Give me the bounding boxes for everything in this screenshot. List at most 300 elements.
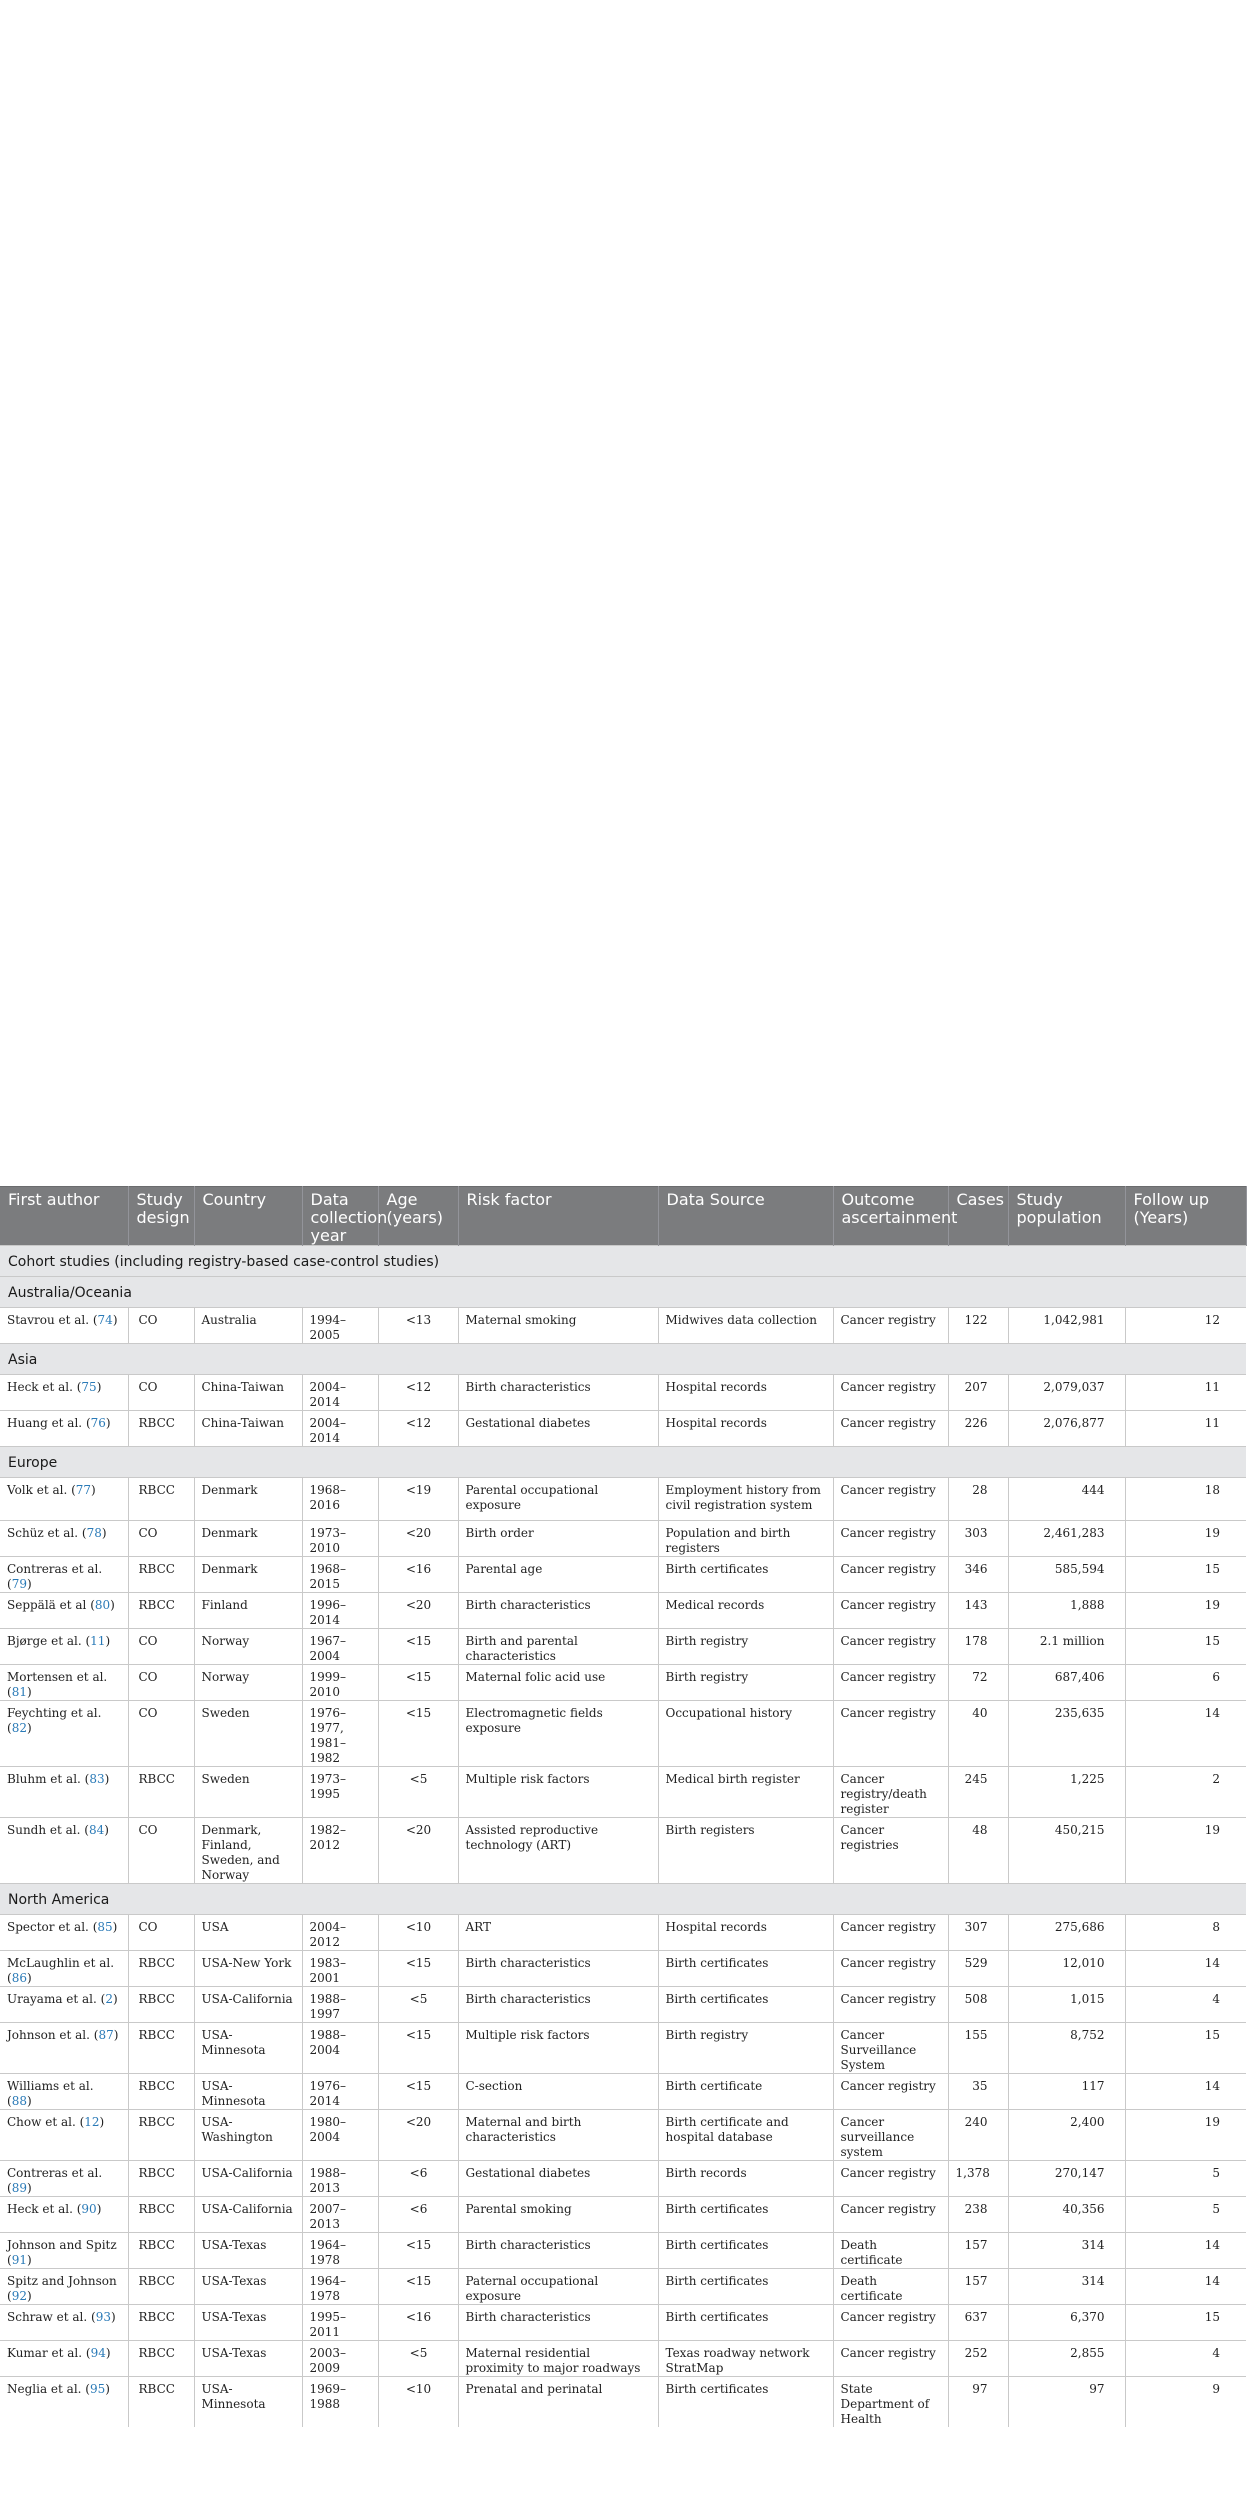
cell-outcome: Cancer registry <box>833 1629 948 1665</box>
cell-study-population: 2.1 million <box>1008 1629 1125 1665</box>
cell-cases: 143 <box>948 1593 1008 1629</box>
reference-link: 83 <box>89 1772 105 1786</box>
cell-country: USA-Texas <box>194 2233 302 2269</box>
cell-outcome: Cancer Surveillance System <box>833 2023 948 2074</box>
cell-follow-up: 6 <box>1125 1665 1246 1701</box>
cell-data-source: Texas roadway network StratMap <box>658 2341 833 2377</box>
cell-cases: 178 <box>948 1629 1008 1665</box>
cell-cases: 155 <box>948 2023 1008 2074</box>
cell-cases: 637 <box>948 2305 1008 2341</box>
cell-age: <20 <box>378 1593 458 1629</box>
cell-year: 2004–2012 <box>302 1915 378 1951</box>
author-name: McLaughlin et al. <box>7 1956 115 1970</box>
cohort-table <box>0 1186 1247 2427</box>
cell-year: 1980–2004 <box>302 2110 378 2161</box>
reference-link: 95 <box>89 2382 106 2396</box>
cell-country: USA-Minnesota <box>194 2023 302 2074</box>
cell-data-source: Birth registers <box>658 1818 833 1884</box>
reference-link: 87 <box>98 2028 114 2042</box>
cell-cases: 346 <box>948 1557 1008 1593</box>
cell-author: Huang et al. (76) <box>0 1411 128 1447</box>
cell-year: 1988–2013 <box>302 2161 378 2197</box>
author-name: Volk et al. <box>7 1483 68 1497</box>
cell-study-population: 2,076,877 <box>1008 1411 1125 1447</box>
cell-outcome: Cancer registry <box>833 2341 948 2377</box>
cell-outcome: Cancer registry <box>833 1987 948 2023</box>
author-name: Kumar et al. <box>7 2346 83 2360</box>
table-row <box>0 1701 1246 1767</box>
table-row <box>0 1521 1246 1557</box>
section-row <box>0 1884 1246 1915</box>
cell-design: RBCC <box>128 1557 194 1593</box>
cell-year: 1983–2001 <box>302 1951 378 1987</box>
cell-outcome: Cancer registry <box>833 1915 948 1951</box>
cell-age: <15 <box>378 2023 458 2074</box>
cell-outcome: Cancer registry <box>833 1701 948 1767</box>
cell-year: 1967–2004 <box>302 1629 378 1665</box>
cell-author: Heck et al. (75) <box>0 1375 128 1411</box>
cell-country: USA-California <box>194 2197 302 2233</box>
cell-data-source: Birth certificates <box>658 1987 833 2023</box>
cell-follow-up: 11 <box>1125 1375 1246 1411</box>
cell-risk-factor: Maternal folic acid use <box>458 1665 658 1701</box>
cell-country: Denmark <box>194 1557 302 1593</box>
cell-design: RBCC <box>128 1987 194 2023</box>
cell-design: RBCC <box>128 1951 194 1987</box>
cell-outcome: Cancer registry <box>833 1308 948 1344</box>
cell-study-population: 444 <box>1008 1478 1125 1521</box>
table-row <box>0 1818 1246 1884</box>
cell-study-population: 2,079,037 <box>1008 1375 1125 1411</box>
cell-year: 1973–1995 <box>302 1767 378 1818</box>
cell-year: 1964–1978 <box>302 2233 378 2269</box>
cell-follow-up: 4 <box>1125 2341 1246 2377</box>
reference-link: 88 <box>11 2094 27 2108</box>
cell-data-source: Birth registry <box>658 1629 833 1665</box>
cell-cases: 122 <box>948 1308 1008 1344</box>
author-name: Neglia et al. <box>7 2382 82 2396</box>
reference-link: 75 <box>81 1380 97 1394</box>
author-name: Urayama et al. <box>7 1992 97 2006</box>
cell-risk-factor: Birth characteristics <box>458 2233 658 2269</box>
author-name: Johnson et al. <box>7 2028 90 2042</box>
cell-year: 1973–2010 <box>302 1521 378 1557</box>
cell-cases: 508 <box>948 1987 1008 2023</box>
cell-outcome: Cancer registry <box>833 1411 948 1447</box>
column-header: Cases <box>948 1187 1008 1246</box>
cell-study-population: 314 <box>1008 2269 1125 2305</box>
cell-country: USA-Washington <box>194 2110 302 2161</box>
cell-age: <20 <box>378 1521 458 1557</box>
cell-age: <16 <box>378 2305 458 2341</box>
cell-data-source: Birth certificates <box>658 2269 833 2305</box>
cell-risk-factor: Birth characteristics <box>458 1593 658 1629</box>
table-row <box>0 1915 1246 1951</box>
cell-age: <6 <box>378 2197 458 2233</box>
cell-year: 1996–2014 <box>302 1593 378 1629</box>
cell-study-population: 314 <box>1008 2233 1125 2269</box>
cell-follow-up: 14 <box>1125 1951 1246 1987</box>
author-name: Williams et al. <box>7 2079 94 2093</box>
cell-country: USA-Minnesota <box>194 2074 302 2110</box>
cell-year: 1964–1978 <box>302 2269 378 2305</box>
cell-age: <5 <box>378 2341 458 2377</box>
cell-design: CO <box>128 1521 194 1557</box>
cell-age: <10 <box>378 2377 458 2428</box>
cell-year: 1995–2011 <box>302 2305 378 2341</box>
cell-design: CO <box>128 1308 194 1344</box>
cell-country: Denmark <box>194 1478 302 1521</box>
section-title: Asia <box>0 1344 1246 1375</box>
cell-study-population: 1,015 <box>1008 1987 1125 2023</box>
cell-risk-factor: C-section <box>458 2074 658 2110</box>
table-row <box>0 2233 1246 2269</box>
cell-follow-up: 8 <box>1125 1915 1246 1951</box>
cell-follow-up: 14 <box>1125 2074 1246 2110</box>
cell-follow-up: 14 <box>1125 2269 1246 2305</box>
column-header: Data collection year <box>302 1187 378 1246</box>
cell-design: RBCC <box>128 1478 194 1521</box>
author-name: Contreras et al. <box>7 2166 103 2180</box>
author-name: Chow et al. <box>7 2115 76 2129</box>
table-row <box>0 1557 1246 1593</box>
cell-age: <15 <box>378 1665 458 1701</box>
section-row <box>0 1277 1246 1308</box>
cell-country: Norway <box>194 1629 302 1665</box>
cell-age: <19 <box>378 1478 458 1521</box>
cell-design: CO <box>128 1818 194 1884</box>
cell-age: <20 <box>378 2110 458 2161</box>
cell-data-source: Population and birth registers <box>658 1521 833 1557</box>
cell-age: <15 <box>378 1701 458 1767</box>
cell-outcome: Cancer registry <box>833 1478 948 1521</box>
cell-risk-factor: Maternal smoking <box>458 1308 658 1344</box>
cell-age: <12 <box>378 1375 458 1411</box>
cell-design: CO <box>128 1701 194 1767</box>
cell-study-population: 270,147 <box>1008 2161 1125 2197</box>
cell-follow-up: 14 <box>1125 1701 1246 1767</box>
cell-data-source: Occupational history <box>658 1701 833 1767</box>
cell-data-source: Employment history from civil registration system <box>658 1478 833 1521</box>
cell-data-source: Birth certificates <box>658 1557 833 1593</box>
cell-country: USA-Texas <box>194 2269 302 2305</box>
reference-link: 2 <box>105 1992 113 2006</box>
cell-follow-up: 4 <box>1125 1987 1246 2023</box>
cell-outcome: Cancer registry <box>833 1521 948 1557</box>
table-row <box>0 2161 1246 2197</box>
cell-age: <15 <box>378 2233 458 2269</box>
cell-author: Kumar et al. (94) <box>0 2341 128 2377</box>
cell-cases: 1,378 <box>948 2161 1008 2197</box>
cell-cases: 529 <box>948 1951 1008 1987</box>
cell-age: <15 <box>378 2269 458 2305</box>
cell-follow-up: 12 <box>1125 1308 1246 1344</box>
cell-age: <5 <box>378 1767 458 1818</box>
cell-outcome: Cancer registries <box>833 1818 948 1884</box>
cell-country: USA-Minnesota <box>194 2377 302 2428</box>
cell-year: 1968–2015 <box>302 1557 378 1593</box>
column-header: Study population <box>1008 1187 1125 1246</box>
cell-design: CO <box>128 1665 194 1701</box>
cell-author: Spector et al. (85) <box>0 1915 128 1951</box>
cell-follow-up: 15 <box>1125 1557 1246 1593</box>
cell-country: Norway <box>194 1665 302 1701</box>
cell-study-population: 12,010 <box>1008 1951 1125 1987</box>
cell-author: Neglia et al. (95) <box>0 2377 128 2428</box>
cell-author: Bluhm et al. (83) <box>0 1767 128 1818</box>
cell-year: 2004–2014 <box>302 1411 378 1447</box>
section-row <box>0 1344 1246 1375</box>
column-header: First author <box>0 1187 128 1246</box>
cell-follow-up: 19 <box>1125 2110 1246 2161</box>
cell-year: 2004–2014 <box>302 1375 378 1411</box>
cell-age: <15 <box>378 1951 458 1987</box>
cell-country: USA-New York <box>194 1951 302 1987</box>
cell-author: Williams et al. (88) <box>0 2074 128 2110</box>
cell-country: Australia <box>194 1308 302 1344</box>
author-name: Contreras et al. <box>7 1562 103 1576</box>
cell-country: Denmark <box>194 1521 302 1557</box>
cell-data-source: Birth certificate and hospital database <box>658 2110 833 2161</box>
cohort-intro: Cohort studies (including registry-based case-control studies) <box>0 1246 1246 1277</box>
cell-risk-factor: Birth characteristics <box>458 1375 658 1411</box>
cell-risk-factor: Maternal residential proximity to major roadways <box>458 2341 658 2377</box>
cell-cases: 28 <box>948 1478 1008 1521</box>
cell-study-population: 275,686 <box>1008 1915 1125 1951</box>
cell-year: 1968– 2016 <box>302 1478 378 1521</box>
cell-author: Urayama et al. (2) <box>0 1987 128 2023</box>
cell-author: Johnson and Spitz (91) <box>0 2233 128 2269</box>
cell-year: 1988–2004 <box>302 2023 378 2074</box>
cell-outcome: State Department of Health <box>833 2377 948 2428</box>
cell-risk-factor: Multiple risk factors <box>458 1767 658 1818</box>
cell-design: RBCC <box>128 2023 194 2074</box>
cell-country: Sweden <box>194 1701 302 1767</box>
cell-year: 1994–2005 <box>302 1308 378 1344</box>
cell-outcome: Cancer registry <box>833 1375 948 1411</box>
cell-year: 1976–2014 <box>302 2074 378 2110</box>
cell-risk-factor: Birth characteristics <box>458 1951 658 1987</box>
cell-cases: 226 <box>948 1411 1008 1447</box>
cell-country: Denmark, Finland, Sweden, and Norway <box>194 1818 302 1884</box>
author-name: Heck et al. <box>7 2202 73 2216</box>
cell-year: 1982–2012 <box>302 1818 378 1884</box>
cell-age: <20 <box>378 1818 458 1884</box>
cell-author: McLaughlin et al. (86) <box>0 1951 128 1987</box>
author-name: Sundh et al. <box>7 1823 81 1837</box>
cell-risk-factor: Gestational diabetes <box>458 1411 658 1447</box>
cell-outcome: Cancer registry <box>833 1951 948 1987</box>
author-name: Bluhm et al. <box>7 1772 81 1786</box>
cell-data-source: Hospital records <box>658 1411 833 1447</box>
cell-author: Bjørge et al. (11) <box>0 1629 128 1665</box>
reference-link: 79 <box>11 1577 27 1591</box>
cell-country: Finland <box>194 1593 302 1629</box>
author-name: Heck et al. <box>7 1380 73 1394</box>
cell-author: Contreras et al. (89) <box>0 2161 128 2197</box>
cell-design: RBCC <box>128 2161 194 2197</box>
column-header: Study design <box>128 1187 194 1246</box>
cell-data-source: Hospital records <box>658 1375 833 1411</box>
section-title: Europe <box>0 1447 1246 1478</box>
cell-study-population: 687,406 <box>1008 1665 1125 1701</box>
cell-data-source: Birth certificates <box>658 2233 833 2269</box>
cell-follow-up: 15 <box>1125 2305 1246 2341</box>
cell-follow-up: 5 <box>1125 2197 1246 2233</box>
cell-risk-factor: Paternal occupational exposure <box>458 2269 658 2305</box>
cell-cases: 307 <box>948 1915 1008 1951</box>
cell-follow-up: 11 <box>1125 1411 1246 1447</box>
column-header: Outcome ascertainment <box>833 1187 948 1246</box>
cell-study-population: 1,888 <box>1008 1593 1125 1629</box>
cell-data-source: Birth certificates <box>658 2197 833 2233</box>
cell-follow-up: 2 <box>1125 1767 1246 1818</box>
cell-data-source: Midwives data collection <box>658 1308 833 1344</box>
cell-country: China-Taiwan <box>194 1375 302 1411</box>
reference-link: 89 <box>11 2181 27 2195</box>
cell-year: 1976–1977, 1981–1982 <box>302 1701 378 1767</box>
cell-author: Sundh et al. (84) <box>0 1818 128 1884</box>
cell-age: <15 <box>378 1629 458 1665</box>
cell-country: China-Taiwan <box>194 1411 302 1447</box>
table-row <box>0 2341 1246 2377</box>
cell-study-population: 450,215 <box>1008 1818 1125 1884</box>
cell-outcome: Cancer registry <box>833 2074 948 2110</box>
cell-cases: 207 <box>948 1375 1008 1411</box>
cell-outcome: Cancer registry <box>833 2197 948 2233</box>
cell-outcome: Death certificate <box>833 2233 948 2269</box>
author-name: Feychting et al. <box>7 1706 102 1720</box>
cell-risk-factor: Parental occupational exposure <box>458 1478 658 1521</box>
cell-author: Johnson et al. (87) <box>0 2023 128 2074</box>
cell-risk-factor: Maternal and birth characteristics <box>458 2110 658 2161</box>
cell-author: Feychting et al. (82) <box>0 1701 128 1767</box>
cell-country: USA-California <box>194 2161 302 2197</box>
column-header: Follow up (Years) <box>1125 1187 1246 1246</box>
cell-follow-up: 5 <box>1125 2161 1246 2197</box>
cell-year: 1969–1988 <box>302 2377 378 2428</box>
cell-follow-up: 15 <box>1125 1629 1246 1665</box>
cell-design: RBCC <box>128 2305 194 2341</box>
cell-design: CO <box>128 1915 194 1951</box>
cell-cases: 303 <box>948 1521 1008 1557</box>
table-row <box>0 2197 1246 2233</box>
cell-data-source: Birth registry <box>658 2023 833 2074</box>
cell-cases: 238 <box>948 2197 1008 2233</box>
cell-data-source: Medical records <box>658 1593 833 1629</box>
cell-data-source: Birth records <box>658 2161 833 2197</box>
cell-author: Heck et al. (90) <box>0 2197 128 2233</box>
cell-country: USA-Texas <box>194 2305 302 2341</box>
section-title: Australia/Oceania <box>0 1277 1246 1308</box>
cell-follow-up: 18 <box>1125 1478 1246 1521</box>
table-row <box>0 2269 1246 2305</box>
table-row <box>0 1308 1246 1344</box>
cell-design: RBCC <box>128 2110 194 2161</box>
table-row <box>0 1987 1246 2023</box>
cell-risk-factor: Birth order <box>458 1521 658 1557</box>
column-header: Risk factor <box>458 1187 658 1246</box>
reference-link: 77 <box>75 1483 92 1497</box>
reference-link: 91 <box>11 2253 27 2267</box>
cell-risk-factor: Prenatal and perinatal <box>458 2377 658 2428</box>
table-row <box>0 1593 1246 1629</box>
table-row <box>0 2305 1246 2341</box>
cohort-table-body <box>0 1187 1246 2428</box>
reference-link: 86 <box>11 1971 27 1985</box>
reference-link: 84 <box>88 1823 105 1837</box>
author-name: Mortensen et al. <box>7 1670 108 1684</box>
cell-cases: 252 <box>948 2341 1008 2377</box>
table-row <box>0 1478 1246 1521</box>
cell-year: 1988–1997 <box>302 1987 378 2023</box>
cell-design: RBCC <box>128 2074 194 2110</box>
cell-data-source: Birth certificate <box>658 2074 833 2110</box>
reference-link: 74 <box>97 1313 113 1327</box>
cell-year: 1999–2010 <box>302 1665 378 1701</box>
cell-age: <15 <box>378 2074 458 2110</box>
cell-age: <16 <box>378 1557 458 1593</box>
cell-cases: 48 <box>948 1818 1008 1884</box>
cell-study-population: 1,042,981 <box>1008 1308 1125 1344</box>
cell-risk-factor: ART <box>458 1915 658 1951</box>
cell-follow-up: 19 <box>1125 1593 1246 1629</box>
cell-data-source: Hospital records <box>658 1915 833 1951</box>
cell-follow-up: 19 <box>1125 1818 1246 1884</box>
reference-link: 92 <box>11 2289 27 2303</box>
cell-risk-factor: Birth characteristics <box>458 1987 658 2023</box>
reference-link: 93 <box>95 2310 111 2324</box>
author-name: Schüz et al. <box>7 1526 79 1540</box>
cell-risk-factor: Birth characteristics <box>458 2305 658 2341</box>
author-name: Johnson and Spitz <box>7 2238 117 2252</box>
cell-data-source: Birth certificates <box>658 2305 833 2341</box>
cell-age: <5 <box>378 1987 458 2023</box>
author-name: Seppälä et al <box>7 1598 87 1612</box>
cell-study-population: 585,594 <box>1008 1557 1125 1593</box>
cell-study-population: 235,635 <box>1008 1701 1125 1767</box>
cell-outcome: Cancer registry <box>833 1557 948 1593</box>
reference-link: 85 <box>97 1920 113 1934</box>
cell-follow-up: 9 <box>1125 2377 1246 2428</box>
reference-link: 94 <box>90 2346 106 2360</box>
cell-risk-factor: Parental age <box>458 1557 658 1593</box>
cell-data-source: Medical birth register <box>658 1767 833 1818</box>
cell-design: RBCC <box>128 2341 194 2377</box>
cell-author: Spitz and Johnson (92) <box>0 2269 128 2305</box>
header-row <box>0 1187 1246 1246</box>
cell-risk-factor: Gestational diabetes <box>458 2161 658 2197</box>
cell-age: <10 <box>378 1915 458 1951</box>
cell-risk-factor: Parental smoking <box>458 2197 658 2233</box>
author-name: Spector et al. <box>7 1920 89 1934</box>
cell-year: 2007–2013 <box>302 2197 378 2233</box>
cell-study-population: 2,855 <box>1008 2341 1125 2377</box>
table-row <box>0 1375 1246 1411</box>
table-row <box>0 1665 1246 1701</box>
reference-link: 78 <box>86 1526 102 1540</box>
section-row <box>0 1246 1246 1277</box>
cell-outcome: Cancer registry/death register <box>833 1767 948 1818</box>
table-row <box>0 2023 1246 2074</box>
cell-country: USA-Texas <box>194 2341 302 2377</box>
cell-data-source: Birth certificates <box>658 1951 833 1987</box>
cell-outcome: Death certificate <box>833 2269 948 2305</box>
cell-cases: 240 <box>948 2110 1008 2161</box>
reference-link: 76 <box>90 1416 106 1430</box>
cell-author: Contreras et al. (79) <box>0 1557 128 1593</box>
cell-design: RBCC <box>128 2197 194 2233</box>
